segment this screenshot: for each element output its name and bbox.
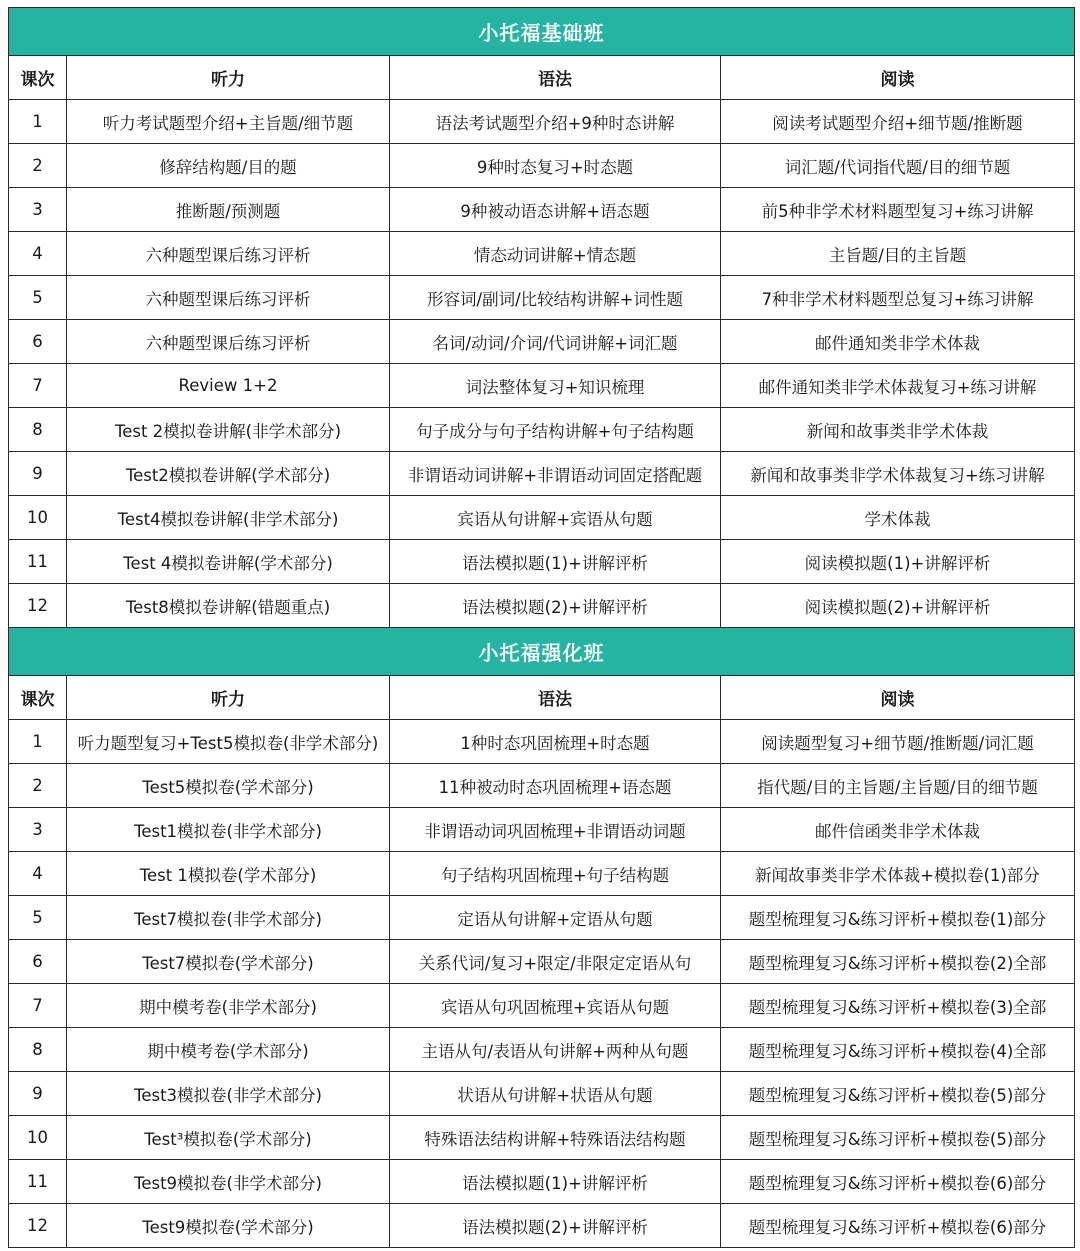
- header-row-basic: [9, 56, 1075, 100]
- lesson-number-cell: 5: [9, 896, 67, 940]
- header-reading: 阅读: [721, 56, 1075, 100]
- listening-cell: Test³模拟卷(学术部分): [67, 1116, 390, 1160]
- lesson-number-cell: 10: [9, 496, 67, 540]
- table-row: [9, 764, 1075, 808]
- header-lesson-number: 课次: [9, 56, 67, 100]
- listening-cell: 六种题型课后练习评析: [67, 232, 390, 276]
- reading-cell: 题型梳理复习&练习评析+模拟卷(2)全部: [721, 940, 1075, 984]
- listening-cell: Test 1模拟卷(学术部分): [67, 852, 390, 896]
- lesson-number-cell: 1: [9, 100, 67, 144]
- grammar-cell: 关系代词/复习+限定/非限定定语从句: [390, 940, 721, 984]
- listening-cell: Test2模拟卷讲解(学术部分): [67, 452, 390, 496]
- header-reading: 阅读: [721, 676, 1075, 720]
- listening-cell: 推断题/预测题: [67, 188, 390, 232]
- lesson-number-cell: 10: [9, 1116, 67, 1160]
- listening-cell: Test7模拟卷(非学术部分): [67, 896, 390, 940]
- reading-cell: 题型梳理复习&练习评析+模拟卷(6)部分: [721, 1160, 1075, 1204]
- reading-cell: 新闻和故事类非学术体裁复习+练习讲解: [721, 452, 1075, 496]
- table-row: [9, 1204, 1075, 1248]
- table-row: [9, 144, 1075, 188]
- grammar-cell: 情态动词讲解+情态题: [390, 232, 721, 276]
- grammar-cell: 名词/动词/介词/代词讲解+词汇题: [390, 320, 721, 364]
- lesson-number-cell: 8: [9, 408, 67, 452]
- table-row: [9, 100, 1075, 144]
- course-schedule-table: [8, 7, 1075, 1248]
- reading-cell: 题型梳理复习&练习评析+模拟卷(6)部分: [721, 1204, 1075, 1248]
- reading-cell: 指代题/目的主旨题/主旨题/目的细节题: [721, 764, 1075, 808]
- table-row: [9, 496, 1075, 540]
- lesson-number-cell: 11: [9, 1160, 67, 1204]
- listening-cell: Test 4模拟卷讲解(学术部分): [67, 540, 390, 584]
- reading-cell: 学术体裁: [721, 496, 1075, 540]
- header-row-advanced: [9, 676, 1075, 720]
- grammar-cell: 定语从句讲解+定语从句题: [390, 896, 721, 940]
- listening-cell: Review 1+2: [67, 364, 390, 408]
- lesson-number-cell: 7: [9, 364, 67, 408]
- reading-cell: 题型梳理复习&练习评析+模拟卷(5)部分: [721, 1116, 1075, 1160]
- reading-cell: 阅读模拟题(1)+讲解评析: [721, 540, 1075, 584]
- lesson-number-cell: 9: [9, 1072, 67, 1116]
- table-row: [9, 984, 1075, 1028]
- section-title-basic: 小托福基础班: [9, 8, 1075, 56]
- listening-cell: 修辞结构题/目的题: [67, 144, 390, 188]
- grammar-cell: 宾语从句巩固梳理+宾语从句题: [390, 984, 721, 1028]
- lesson-number-cell: 3: [9, 808, 67, 852]
- table-row: [9, 584, 1075, 628]
- listening-cell: Test4模拟卷讲解(非学术部分): [67, 496, 390, 540]
- table-row: [9, 1028, 1075, 1072]
- table-row: [9, 720, 1075, 764]
- reading-cell: 阅读考试题型介绍+细节题/推断题: [721, 100, 1075, 144]
- lesson-number-cell: 11: [9, 540, 67, 584]
- reading-cell: 邮件通知类非学术体裁复习+练习讲解: [721, 364, 1075, 408]
- grammar-cell: 词法整体复习+知识梳理: [390, 364, 721, 408]
- header-lesson-number: 课次: [9, 676, 67, 720]
- lesson-number-cell: 12: [9, 1204, 67, 1248]
- table-row: [9, 808, 1075, 852]
- lesson-number-cell: 9: [9, 452, 67, 496]
- lesson-number-cell: 3: [9, 188, 67, 232]
- reading-cell: 词汇题/代词指代题/目的细节题: [721, 144, 1075, 188]
- lesson-number-cell: 5: [9, 276, 67, 320]
- grammar-cell: 9种被动语态讲解+语态题: [390, 188, 721, 232]
- reading-cell: 邮件信函类非学术体裁: [721, 808, 1075, 852]
- grammar-cell: 特殊语法结构讲解+特殊语法结构题: [390, 1116, 721, 1160]
- header-listening: 听力: [67, 56, 390, 100]
- lesson-number-cell: 12: [9, 584, 67, 628]
- reading-cell: 题型梳理复习&练习评析+模拟卷(5)部分: [721, 1072, 1075, 1116]
- grammar-cell: 1种时态巩固梳理+时态题: [390, 720, 721, 764]
- lesson-number-cell: 7: [9, 984, 67, 1028]
- table-row: [9, 276, 1075, 320]
- table-row: [9, 188, 1075, 232]
- reading-cell: 题型梳理复习&练习评析+模拟卷(3)全部: [721, 984, 1075, 1028]
- listening-cell: Test7模拟卷(学术部分): [67, 940, 390, 984]
- listening-cell: 六种题型课后练习评析: [67, 320, 390, 364]
- section-title-row-advanced: [9, 628, 1075, 676]
- grammar-cell: 语法模拟题(1)+讲解评析: [390, 1160, 721, 1204]
- reading-cell: 邮件通知类非学术体裁: [721, 320, 1075, 364]
- grammar-cell: 状语从句讲解+状语从句题: [390, 1072, 721, 1116]
- lesson-number-cell: 2: [9, 764, 67, 808]
- listening-cell: Test1模拟卷(非学术部分): [67, 808, 390, 852]
- table-row: [9, 852, 1075, 896]
- grammar-cell: 宾语从句讲解+宾语从句题: [390, 496, 721, 540]
- reading-cell: 阅读模拟题(2)+讲解评析: [721, 584, 1075, 628]
- section-title-advanced: 小托福强化班: [9, 628, 1075, 676]
- grammar-cell: 非谓语动词巩固梳理+非谓语动词题: [390, 808, 721, 852]
- lesson-number-cell: 6: [9, 320, 67, 364]
- reading-cell: 主旨题/目的主旨题: [721, 232, 1075, 276]
- table-row: [9, 1160, 1075, 1204]
- reading-cell: 7种非学术材料题型总复习+练习讲解: [721, 276, 1075, 320]
- grammar-cell: 形容词/副词/比较结构讲解+词性题: [390, 276, 721, 320]
- reading-cell: 前5种非学术材料题型复习+练习讲解: [721, 188, 1075, 232]
- lesson-number-cell: 4: [9, 232, 67, 276]
- section-title-row-basic: [9, 8, 1075, 56]
- lesson-number-cell: 8: [9, 1028, 67, 1072]
- reading-cell: 新闻故事类非学术体裁+模拟卷(1)部分: [721, 852, 1075, 896]
- listening-cell: 听力题型复习+Test5模拟卷(非学术部分): [67, 720, 390, 764]
- listening-cell: 听力考试题型介绍+主旨题/细节题: [67, 100, 390, 144]
- table-row: [9, 940, 1075, 984]
- lesson-number-cell: 1: [9, 720, 67, 764]
- reading-cell: 阅读题型复习+细节题/推断题/词汇题: [721, 720, 1075, 764]
- table-row: [9, 1116, 1075, 1160]
- listening-cell: Test8模拟卷讲解(错题重点): [67, 584, 390, 628]
- grammar-cell: 语法模拟题(1)+讲解评析: [390, 540, 721, 584]
- listening-cell: 六种题型课后练习评析: [67, 276, 390, 320]
- lesson-number-cell: 2: [9, 144, 67, 188]
- grammar-cell: 语法模拟题(2)+讲解评析: [390, 1204, 721, 1248]
- grammar-cell: 句子结构巩固梳理+句子结构题: [390, 852, 721, 896]
- listening-cell: Test 2模拟卷讲解(非学术部分): [67, 408, 390, 452]
- grammar-cell: 句子成分与句子结构讲解+句子结构题: [390, 408, 721, 452]
- listening-cell: Test9模拟卷(非学术部分): [67, 1160, 390, 1204]
- grammar-cell: 语法考试题型介绍+9种时态讲解: [390, 100, 721, 144]
- table-row: [9, 452, 1075, 496]
- grammar-cell: 9种时态复习+时态题: [390, 144, 721, 188]
- grammar-cell: 非谓语动词讲解+非谓语动词固定搭配题: [390, 452, 721, 496]
- course-schedule-body: [9, 8, 1075, 1248]
- table-row: [9, 896, 1075, 940]
- table-row: [9, 232, 1075, 276]
- table-row: [9, 408, 1075, 452]
- lesson-number-cell: 6: [9, 940, 67, 984]
- listening-cell: Test3模拟卷(非学术部分): [67, 1072, 390, 1116]
- table-row: [9, 320, 1075, 364]
- table-row: [9, 364, 1075, 408]
- reading-cell: 题型梳理复习&练习评析+模拟卷(1)部分: [721, 896, 1075, 940]
- grammar-cell: 11种被动时态巩固梳理+语态题: [390, 764, 721, 808]
- lesson-number-cell: 4: [9, 852, 67, 896]
- grammar-cell: 主语从句/表语从句讲解+两种从句题: [390, 1028, 721, 1072]
- listening-cell: 期中模考卷(学术部分): [67, 1028, 390, 1072]
- listening-cell: Test5模拟卷(学术部分): [67, 764, 390, 808]
- table-row: [9, 540, 1075, 584]
- header-grammar: 语法: [390, 676, 721, 720]
- header-listening: 听力: [67, 676, 390, 720]
- table-row: [9, 1072, 1075, 1116]
- header-grammar: 语法: [390, 56, 721, 100]
- reading-cell: 新闻和故事类非学术体裁: [721, 408, 1075, 452]
- listening-cell: 期中模考卷(非学术部分): [67, 984, 390, 1028]
- reading-cell: 题型梳理复习&练习评析+模拟卷(4)全部: [721, 1028, 1075, 1072]
- listening-cell: Test9模拟卷(学术部分): [67, 1204, 390, 1248]
- grammar-cell: 语法模拟题(2)+讲解评析: [390, 584, 721, 628]
